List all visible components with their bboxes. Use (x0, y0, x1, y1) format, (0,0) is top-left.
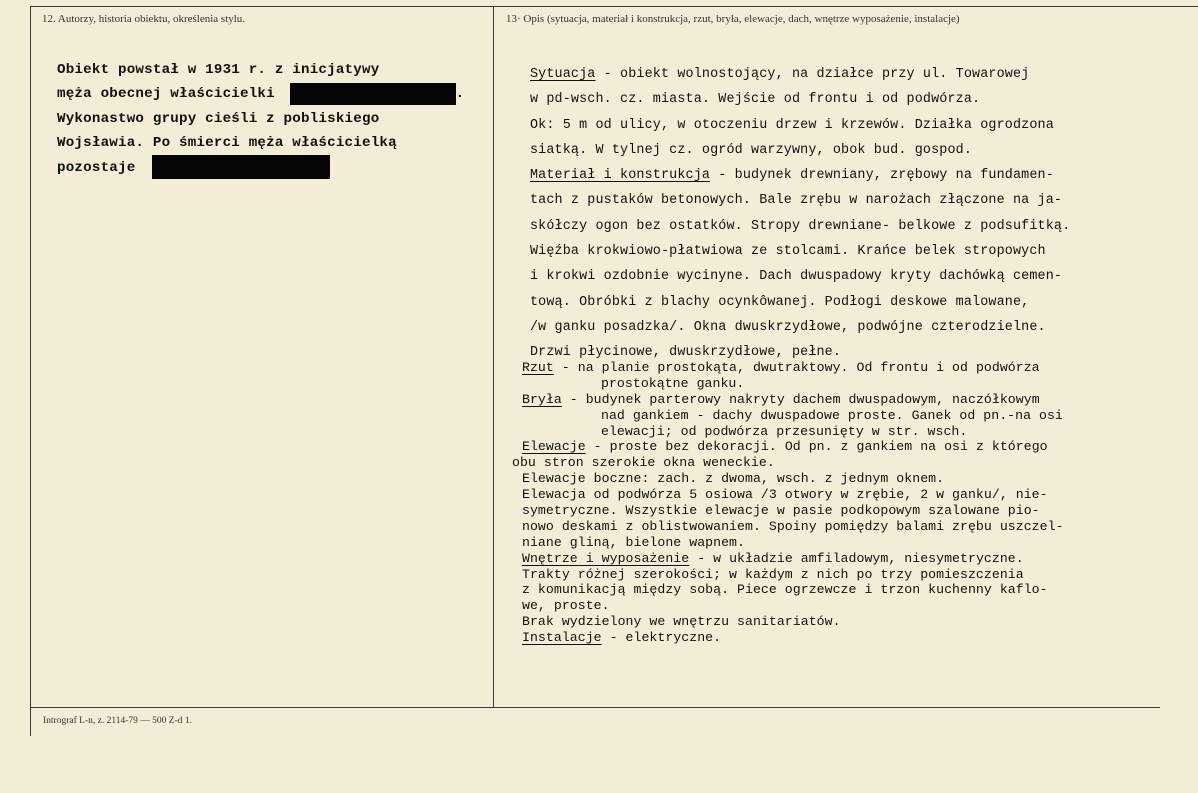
text-line: obu stron szerokie okna weneckie. (512, 455, 775, 471)
redaction-box (290, 83, 456, 105)
authors-history-text (57, 58, 464, 179)
description-text (530, 62, 1070, 366)
text-line: nad gankiem - dachy dwuspadowe proste. Ganek od pn.-na osi (601, 407, 1063, 423)
text-line: Wojsławia. Po śmierci męża właścicielką (57, 134, 397, 151)
section-12-header: 12. Autorzy, historia obiektu, określenia stylu. (42, 13, 246, 25)
text-line: elewacji; od podwórza przesunięty w str. wsch. (601, 423, 968, 439)
text-line: we, proste. (522, 598, 610, 614)
column-divider (493, 6, 494, 708)
text-line: Elewacja od podwórza 5 osiowa /3 otwory w zrębie, 2 w ganku/, nie- (522, 487, 1048, 503)
text-line: z komunikacją między sobą. Piece ogrzewcze i trzon kuchenny kaflo- (522, 582, 1048, 598)
text-line: Bryła - budynek parterowy nakryty dachem dwuspadowym, naczółkowym (522, 391, 1040, 407)
text-line: nowo deskami z oblistwowaniem. Spoiny pomiędzy balami zrębu uszczel- (522, 518, 1064, 534)
text-line: pozostaje (57, 155, 464, 179)
text-line: Obiekt powstał w 1931 r. z inicjatywy (57, 62, 380, 78)
text-line: niane gliną, bielone wapnem. (522, 534, 745, 550)
text-line: Sytuacja - obiekt wolnostojący, na działce przy ul. Towarowej (530, 67, 1030, 82)
text-line: i krokwi ozdobnie wycinyne. Dach dwuspadowy kryty dachówką cemen- (530, 269, 1063, 285)
section-13-header: 13· Opis (sytuacja, materiał i konstrukcja, rzut, bryła, elewacje, dach, wnętrze wyposażenie, instalacje) (506, 13, 960, 25)
text-line: tach z pustaków betonowych. Bale zrębu w narożach złączone na ja- (530, 193, 1063, 209)
text-line: prostokątne ganku. (601, 375, 745, 391)
redaction-box (152, 155, 330, 179)
bottom-rule (30, 707, 1160, 708)
text-line: Materiał i konstrukcja - budynek drewniany, zrębowy na fundamen- (530, 168, 1054, 184)
text-line: tową. Obróbki z blachy ocynkôwanej. Podłogi deskowe malowane, (530, 294, 1030, 310)
text-line: Rzut - na planie prostokąta, dwutraktowy. Od frontu i od podwórza (522, 360, 1040, 375)
text-line: Wykonastwo grupy cieśli z pobliskiego (57, 110, 380, 127)
text-line: symetryczne. Wszystkie elewacje w pasie podkopowym szalowane pio- (522, 503, 1040, 519)
text-line: Trakty różnej szerokości; w każdym z nich po trzy pomieszczenia (522, 566, 1024, 582)
left-rule (30, 6, 31, 736)
top-rule (30, 6, 1198, 7)
text-line: Elewacje boczne: zach. z dwoma, wsch. z jednym oknem. (522, 471, 945, 487)
text-line: Drzwi płycinowe, dwuskrzydłowe, pełne. (530, 345, 842, 361)
text-line: siatką. W tylnej cz. ogród warzywny, obok bud. gospod. (530, 142, 973, 158)
text-line: Brak wydzielony we wnętrzu sanitariatów. (522, 614, 841, 630)
text-line: w pd-wsch. cz. miasta. Wejście od frontu i od podwórza. (530, 92, 981, 108)
text-line: Więźba krokwiowo-płatwiowa ze stolcami. Krańce belek stropowych (530, 244, 1046, 260)
text-line: Instalacje - elektryczne. (522, 630, 722, 646)
description-details (512, 360, 1064, 646)
printer-imprint: Intrograf L-n, z. 2114-79 — 500 Z-d 1. (43, 716, 192, 726)
text-line: Ok: 5 m od ulicy, w otoczeniu drzew i krzewów. Działka ogrodzona (530, 117, 1054, 133)
text-line: Wnętrze i wyposażenie - w układzie amfiladowym, niesymetryczne. (522, 550, 1024, 566)
text-line: skółczy ogon bez ostatków. Stropy drewniane- belkowe z podsufitką. (530, 218, 1071, 234)
text-line: męża obecnej właścicielki . (57, 82, 464, 106)
text-line: /w ganku posadzka/. Okna dwuskrzydłowe, podwójne czterodzielne. (530, 319, 1046, 335)
text-line: Elewacje - proste bez dekoracji. Od pn. z gankiem na osi z którego (522, 439, 1048, 455)
